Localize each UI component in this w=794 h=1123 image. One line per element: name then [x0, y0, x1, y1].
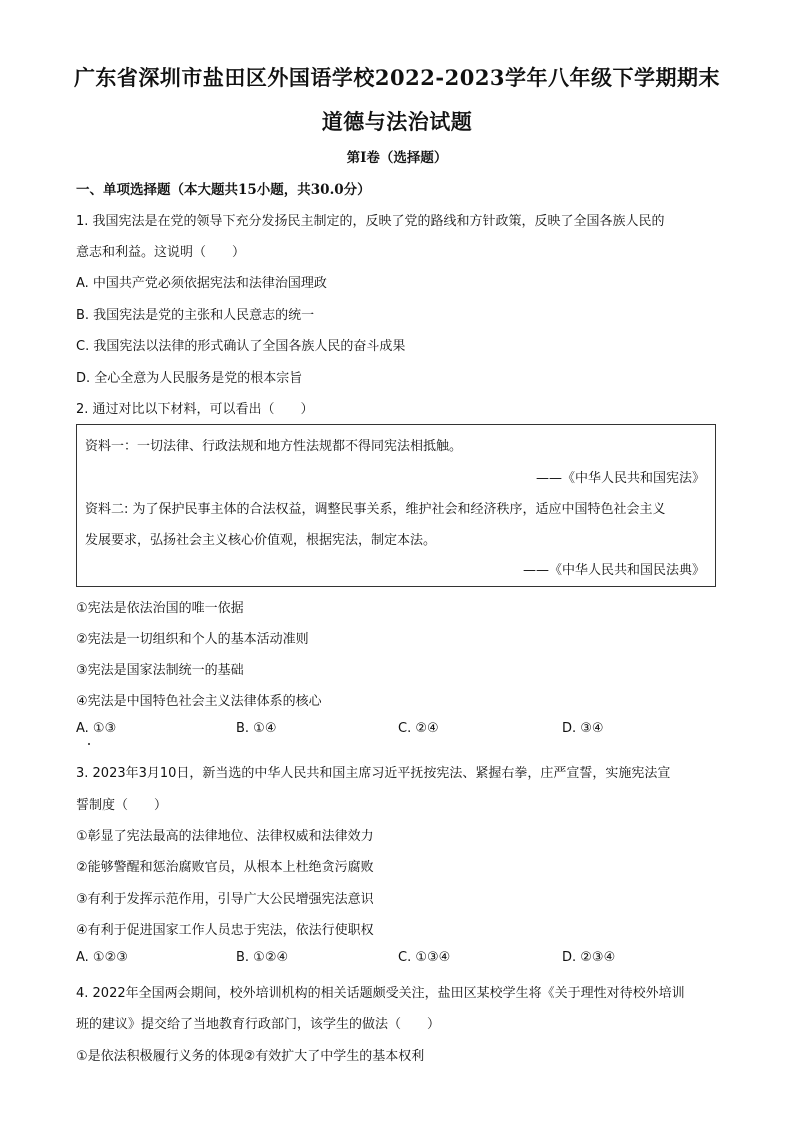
q2-material2-line2: 发展要求，弘扬社会主义核心价值观，根据宪法，制定本法。	[85, 533, 437, 548]
q2-statement-3: ③宪法是国家法制统一的基础	[76, 663, 244, 678]
q1-stem-line1: 1. 我国宪法是在党的领导下充分发扬民主制定的，反映了党的路线和方针政策，反映了全国各族人民的	[76, 214, 665, 229]
q2-option-c: C. ②④	[398, 721, 439, 736]
stray-dot	[88, 743, 90, 745]
q1-stem-line2: 意志和利益。这说明（ ）	[76, 245, 246, 260]
q2-option-b: B. ①④	[236, 721, 277, 736]
q2-statement-4: ④宪法是中国特色社会主义法律体系的核心	[76, 694, 322, 709]
q3-stem-line2: 誓制度（ ）	[76, 798, 168, 813]
section-heading: 一、单项选择题（本大题共15小题，共30.0分）	[76, 182, 371, 198]
q3-option-d: D. ②③④	[562, 950, 616, 965]
q2-statement-2: ②宪法是一切组织和个人的基本活动准则	[76, 632, 309, 647]
q2-material2-line1: 资料二: 为了保护民事主体的合法权益，调整民事关系，维护社会和经济秩序，适应中国特色社会主义	[85, 502, 666, 517]
q3-option-a: A. ①②③	[76, 950, 128, 965]
q3-option-b: B. ①②④	[236, 950, 289, 965]
q1-option-c: C. 我国宪法以法律的形式确认了全国各族人民的奋斗成果	[76, 339, 406, 354]
q3-statement-4: ④有利于促进国家工作人员忠于宪法，依法行使职权	[76, 923, 374, 938]
q3-statement-2: ②能够警醒和惩治腐败官员，从根本上杜绝贪污腐败	[76, 860, 374, 875]
q1-option-b: B. 我国宪法是党的主张和人民意志的统一	[76, 308, 315, 323]
q2-material1: 资料一：一切法律、行政法规和地方性法规都不得同宪法相抵触。	[85, 439, 463, 454]
q2-statement-1: ①宪法是依法治国的唯一依据	[76, 601, 244, 616]
q2-material-box	[76, 424, 716, 587]
q2-option-d: D. ③④	[562, 721, 604, 736]
q1-option-d: D. 全心全意为人民服务是党的根本宗旨	[76, 371, 303, 386]
q4-stem-line1: 4. 2022年全国两会期间，校外培训机构的相关话题颇受关注，盐田区某校学生将《关于理性对待校外培训	[76, 986, 685, 1001]
volume-heading: 第Ⅰ卷（选择题）	[346, 150, 448, 166]
q3-statement-1: ①彰显了宪法最高的法律地位、法律权威和法律效力	[76, 829, 374, 844]
exam-title-line1: 广东省深圳市盐田区外国语学校2022-2023学年八年级下学期期末	[73, 65, 721, 90]
q3-stem-line1: 3. 2023年3月10日，新当选的中华人民共和国主席习近平抚按宪法、紧握右拳，庄严宣誓，实施宪法宣	[76, 766, 671, 781]
q3-option-c: C. ①③④	[398, 950, 451, 965]
exam-title-line2: 道德与法治试题	[321, 109, 473, 134]
q2-source1: ——《中华人民共和国宪法》	[535, 471, 705, 486]
q1-option-a: A. 中国共产党必须依据宪法和法律治国理政	[76, 276, 327, 291]
q4-stem-line2: 班的建议》提交给了当地教育行政部门，该学生的做法（ ）	[76, 1017, 441, 1032]
q3-statement-3: ③有利于发挥示范作用，引导广大公民增强宪法意识	[76, 892, 374, 907]
q2-option-a: A. ①③	[76, 721, 117, 736]
q2-stem: 2. 通过对比以下材料，可以看出（ ）	[76, 402, 314, 417]
q4-statement-1: ①是依法积极履行义务的体现②有效扩大了中学生的基本权利	[76, 1049, 425, 1064]
q2-source2: ——《中华人民共和国民法典》	[522, 563, 705, 578]
